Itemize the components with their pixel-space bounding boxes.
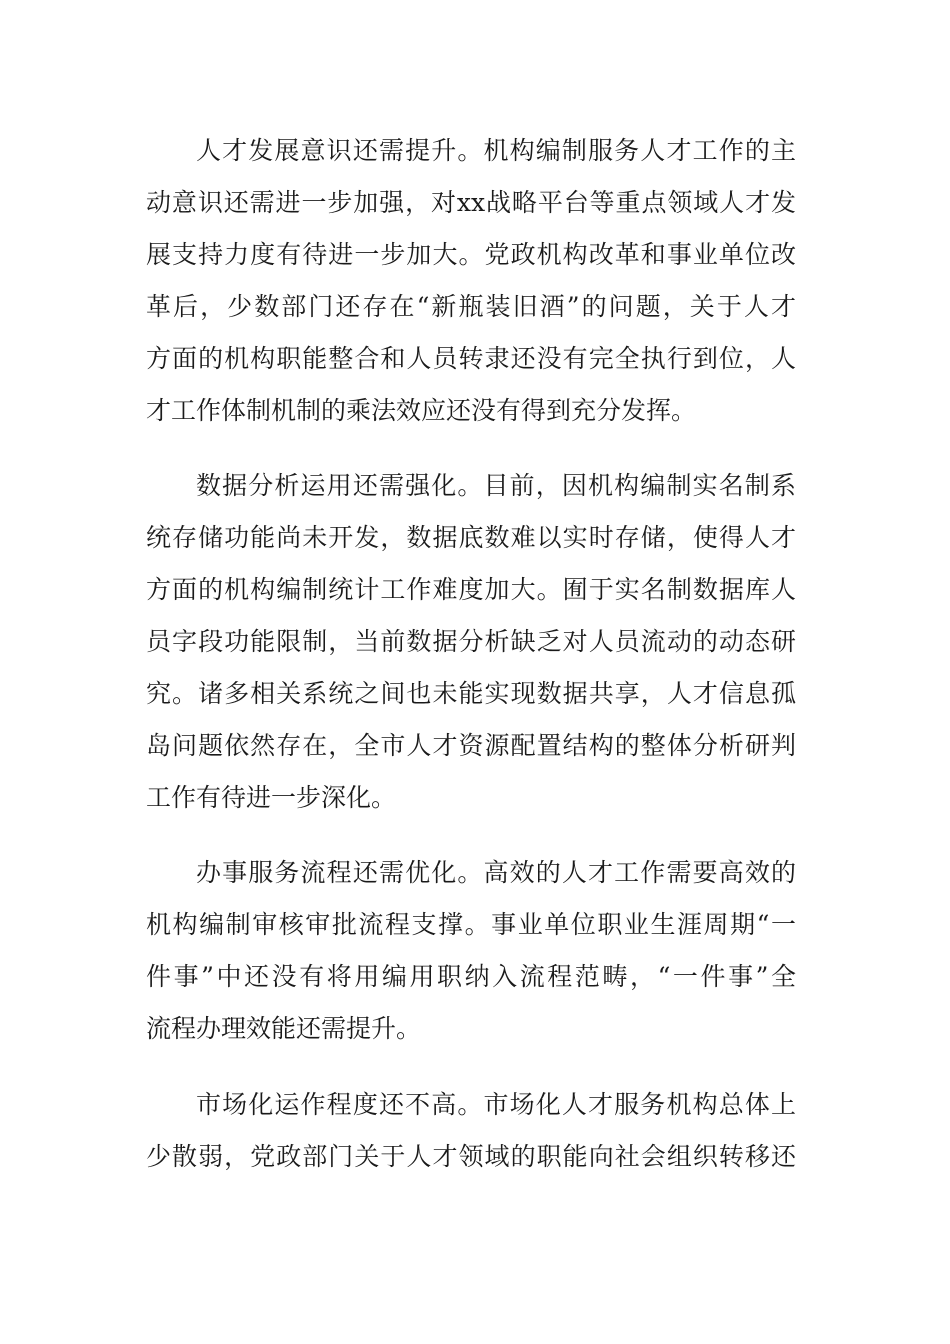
text-line: 岛问题依然存在，全市人才资源配置结构的整体分析研判	[146, 731, 796, 760]
text-line: 方面的机构编制统计工作难度加大。囿于实名制数据库人	[146, 575, 796, 604]
text-line: 少散弱，党政部门关于人才领域的职能向社会组织转移还	[146, 1142, 796, 1171]
text-line: 工作有待进一步深化。	[146, 783, 397, 812]
text-line: 究。诸多相关系统之间也未能实现数据共享，人才信息孤	[146, 679, 796, 708]
text-line: 革后，少数部门还存在“新瓶装旧酒”的问题，关于人才	[146, 292, 796, 321]
text-line: 机构编制审核审批流程支撑。事业单位职业生涯周期“一	[146, 910, 796, 939]
text-line: 员字段功能限制，当前数据分析缺乏对人员流动的动态研	[146, 627, 796, 656]
text-line: 统存储功能尚未开发，数据底数难以实时存储，使得人才	[146, 523, 796, 552]
text-line: 方面的机构职能整合和人员转隶还没有完全执行到位，人	[146, 344, 796, 373]
text-line: 办事服务流程还需优化。高效的人才工作需要高效的	[196, 858, 796, 887]
text-line: 动意识还需进一步加强，对xx战略平台等重点领域人才发	[146, 188, 796, 217]
text-line: 人才发展意识还需提升。机构编制服务人才工作的主	[196, 136, 796, 165]
text-line: 流程办理效能还需提升。	[146, 1014, 422, 1043]
text-line: 市场化运作程度还不高。市场化人才服务机构总体上	[196, 1090, 796, 1119]
text-line: 展支持力度有待进一步加大。党政机构改革和事业单位改	[146, 240, 796, 269]
text-line: 件事”中还没有将用编用职纳入流程范畴，“一件事”全	[146, 962, 796, 991]
text-line: 才工作体制机制的乘法效应还没有得到充分发挥。	[146, 396, 697, 425]
text-line: 数据分析运用还需强化。目前，因机构编制实名制系	[196, 471, 796, 500]
